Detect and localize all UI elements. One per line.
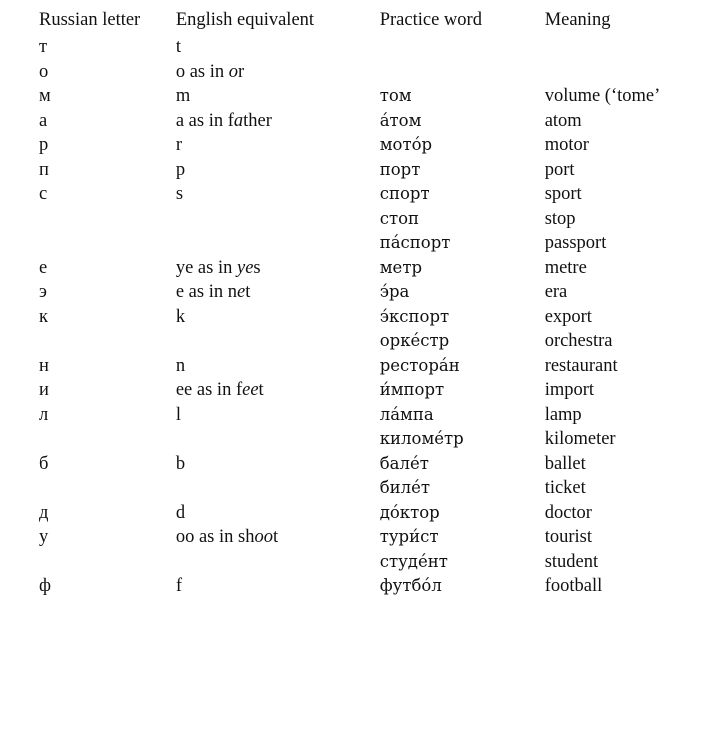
- table-row: [39, 403, 713, 428]
- cell-meaning: doctor: [544, 502, 592, 523]
- cell-russian-letter: [39, 231, 176, 256]
- cell-english-equivalent: b: [175, 453, 186, 474]
- header-english-equivalent: English equivalent: [175, 10, 315, 30]
- cell-english-equivalent: oo as in shoot: [175, 527, 279, 547]
- cell-meaning: lamp: [544, 404, 582, 425]
- table-row: [39, 158, 713, 183]
- cell-practice-word: мотóр: [379, 135, 433, 154]
- table-row: [39, 109, 713, 134]
- table-row: [39, 133, 713, 158]
- table-row: [39, 329, 713, 354]
- cell-practice-word: билéт: [379, 478, 431, 497]
- table-row: [39, 280, 713, 305]
- table-row: [39, 60, 713, 85]
- cell-meaning: tourist: [544, 527, 592, 547]
- cell-english-equivalent: [176, 427, 380, 452]
- header-row: [39, 6, 713, 35]
- header-russian-letter: Russian letter: [39, 10, 141, 30]
- table-row: [39, 256, 713, 281]
- cell-meaning: passport: [544, 233, 607, 253]
- cell-russian-letter: т: [39, 37, 48, 57]
- cell-practice-word: áтом: [379, 110, 422, 130]
- header-meaning: Meaning: [544, 10, 611, 30]
- cell-english-equivalent: a as in father: [175, 110, 272, 131]
- cell-practice-word: порт: [379, 159, 421, 179]
- cell-meaning: kilometer: [544, 429, 616, 449]
- cell-meaning: student: [544, 551, 599, 572]
- cell-english-equivalent: [176, 207, 380, 232]
- cell-russian-letter: э: [39, 282, 47, 302]
- cell-practice-word: [380, 35, 545, 60]
- cell-english-equivalent: [176, 550, 380, 575]
- cell-practice-word: лáмпа: [379, 404, 434, 424]
- cell-english-equivalent: m: [175, 86, 191, 106]
- cell-russian-letter: е: [39, 257, 48, 278]
- table-row: [39, 207, 713, 232]
- cell-meaning: motor: [544, 135, 589, 155]
- cell-russian-letter: м: [39, 86, 51, 106]
- cell-practice-word: ресторáн: [379, 355, 460, 375]
- cell-russian-letter: [39, 207, 176, 232]
- cell-english-equivalent: o as in or: [175, 61, 245, 82]
- cell-english-equivalent: f: [175, 576, 183, 596]
- table-row: [39, 231, 713, 256]
- cell-practice-word: стоп: [379, 208, 420, 228]
- cell-meaning: era: [544, 282, 568, 302]
- cell-english-equivalent: d: [175, 502, 186, 523]
- cell-meaning: volume (‘tome’: [544, 86, 661, 106]
- alphabet-table: [39, 6, 713, 599]
- table-row: [39, 35, 713, 60]
- cell-english-equivalent: s: [175, 184, 184, 204]
- cell-english-equivalent: ye as in yes: [175, 257, 261, 278]
- cell-meaning: ticket: [544, 478, 586, 498]
- cell-russian-letter: д: [39, 502, 49, 523]
- cell-russian-letter: [39, 427, 176, 452]
- cell-meaning: stop: [544, 208, 576, 229]
- cell-english-equivalent: n: [175, 355, 186, 376]
- cell-english-equivalent: t: [175, 37, 181, 57]
- cell-practice-word: оркéстр: [379, 331, 450, 350]
- table-row: [39, 452, 713, 477]
- cell-practice-word: тури́ст: [379, 527, 439, 546]
- cell-meaning: export: [544, 306, 592, 327]
- cell-practice-word: дóктор: [379, 502, 440, 522]
- table-row: [39, 378, 713, 403]
- cell-english-equivalent: e as in net: [175, 282, 251, 302]
- table-row: [39, 574, 713, 599]
- cell-practice-word: [380, 60, 545, 85]
- table-row: [39, 525, 713, 550]
- header-practice-word: Practice word: [379, 10, 482, 30]
- cell-meaning: orchestra: [544, 331, 613, 351]
- cell-russian-letter: ф: [39, 576, 51, 596]
- table-row: [39, 84, 713, 109]
- cell-russian-letter: у: [39, 527, 49, 547]
- cell-english-equivalent: k: [175, 306, 186, 327]
- cell-english-equivalent: r: [175, 135, 183, 155]
- cell-practice-word: э́кспорт: [379, 306, 450, 326]
- cell-practice-word: и́мпорт: [379, 380, 445, 399]
- cell-meaning: atom: [544, 110, 582, 131]
- cell-english-equivalent: p: [175, 159, 186, 180]
- cell-meaning: port: [544, 159, 575, 180]
- cell-practice-word: спорт: [379, 184, 430, 203]
- table-row: [39, 182, 713, 207]
- table-row: [39, 354, 713, 379]
- cell-russian-letter: к: [39, 306, 48, 327]
- cell-english-equivalent: l: [175, 404, 181, 425]
- cell-meaning: restaurant: [544, 355, 618, 376]
- cell-english-equivalent: ee as in feet: [175, 380, 264, 400]
- table-row: [39, 550, 713, 575]
- cell-practice-word: том: [379, 86, 412, 105]
- cell-meaning: metre: [544, 257, 587, 278]
- cell-meaning: ballet: [544, 453, 586, 474]
- cell-english-equivalent: [176, 476, 380, 501]
- table-row: [39, 501, 713, 526]
- cell-meaning: import: [544, 380, 595, 400]
- cell-english-equivalent: [176, 329, 380, 354]
- cell-meaning: [545, 60, 713, 85]
- cell-russian-letter: р: [39, 135, 49, 155]
- cell-meaning: [545, 35, 713, 60]
- cell-practice-word: футбóл: [379, 576, 442, 595]
- cell-russian-letter: б: [39, 453, 49, 474]
- table-row: [39, 427, 713, 452]
- table-row: [39, 476, 713, 501]
- cell-practice-word: пáспорт: [379, 233, 451, 252]
- cell-practice-word: э́ра: [379, 282, 410, 301]
- cell-russian-letter: [39, 329, 176, 354]
- cell-russian-letter: о: [39, 61, 49, 82]
- cell-english-equivalent: [176, 231, 380, 256]
- cell-russian-letter: [39, 476, 176, 501]
- cell-practice-word: балéт: [379, 453, 429, 473]
- cell-russian-letter: с: [39, 184, 48, 204]
- cell-russian-letter: л: [39, 404, 49, 425]
- cell-russian-letter: [39, 550, 176, 575]
- cell-practice-word: студéнт: [379, 551, 448, 571]
- cell-russian-letter: п: [39, 159, 49, 180]
- cell-practice-word: метр: [379, 257, 423, 277]
- cell-russian-letter: и: [39, 380, 49, 400]
- table-row: [39, 305, 713, 330]
- cell-practice-word: киломéтр: [379, 429, 464, 448]
- cell-meaning: football: [544, 576, 603, 596]
- cell-russian-letter: а: [39, 110, 48, 131]
- cell-russian-letter: н: [39, 355, 49, 376]
- cell-meaning: sport: [544, 184, 582, 204]
